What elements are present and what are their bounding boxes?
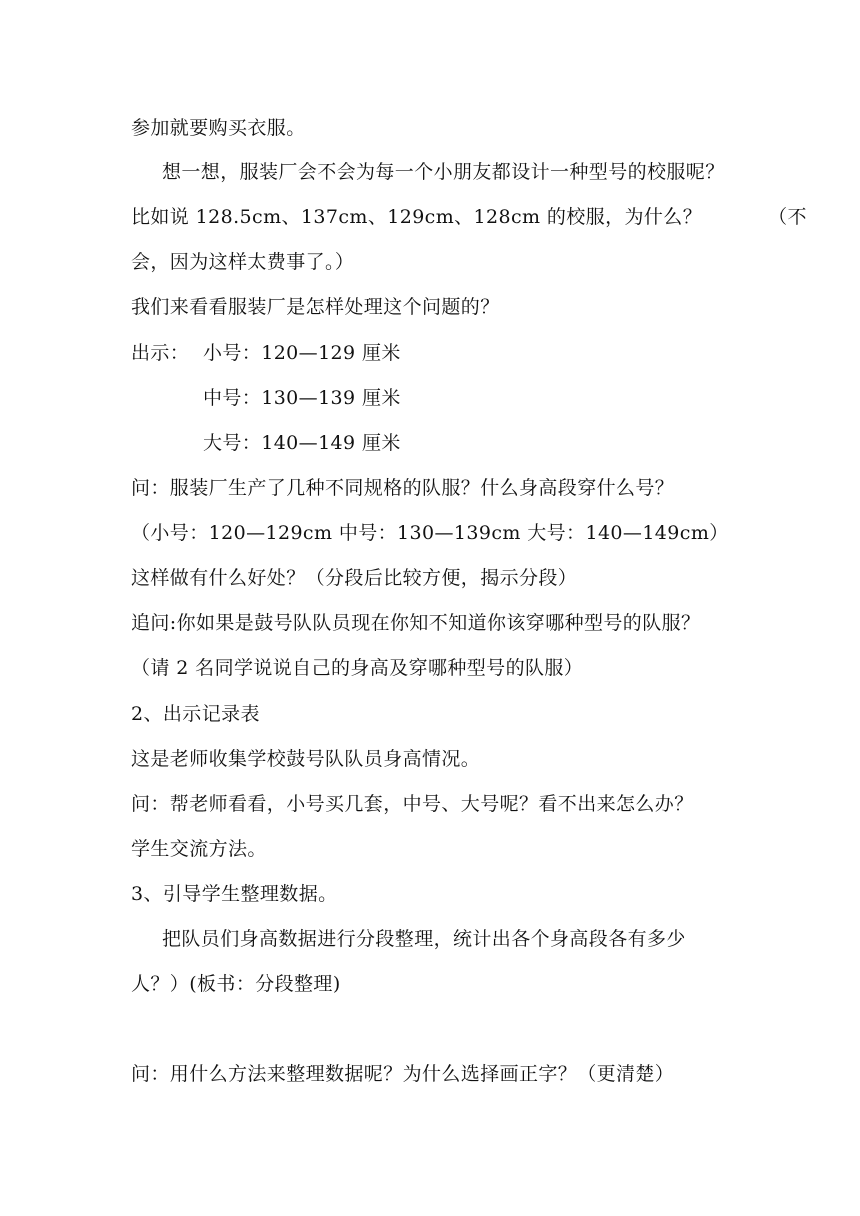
size-small: 小号：120—129 厘米 [203,342,401,364]
paragraph-line: 学生交流方法。 [131,838,267,860]
paragraph-line: 追问:你如果是鼓号队队员现在你知不知道你该穿哪种型号的队服？ [131,612,701,634]
paragraph-line: 会，因为这样太费事了。） [131,251,355,273]
paragraph-line: 想一想，服装厂会不会为每一个小朋友都设计一种型号的校服呢？ [162,161,725,183]
paragraph-line: （请 2 名同学说说自己的身高及穿哪种型号的队服） [131,657,584,679]
paragraph-line: 这样做有什么好处？（分段后比较方便，揭示分段） [131,567,578,589]
paragraph-line: 把队员们身高数据进行分段整理，统计出各个身高段各有多少 [162,928,686,950]
size-large: 大号：140—149 厘米 [203,432,401,454]
paragraph-line: （小号：120—129cm 中号：130—139cm 大号：140—149cm） [131,522,729,544]
paragraph-line: 这是老师收集学校鼓号队队员身高情况。 [131,748,481,770]
paragraph-line: 参加就要购买衣服。 [131,117,306,139]
paragraph-line: 问：服装厂生产了几种不同规格的队服？什么身高段穿什么号？ [131,477,675,499]
paragraph-line: 问：用什么方法来整理数据呢？为什么选择画正字？（更清楚） [131,1063,675,1085]
paragraph-label: 出示： [131,342,190,364]
section-heading: 3、引导学生整理数据。 [131,883,338,905]
line-text: （不 [768,206,807,228]
section-heading: 2、出示记录表 [131,703,260,725]
paragraph-line: 问：帮老师看看，小号买几套，中号、大号呢？看不出来怎么办？ [131,793,694,815]
paragraph-line: 我们来看看服装厂是怎样处理这个问题的？ [131,296,500,318]
paragraph-line: 人？）(板书：分段整理) [131,973,341,995]
paragraph-line [131,205,807,229]
line-text: 比如说 128.5cm、137cm、129cm、128cm 的校服，为什么？ [131,206,703,228]
size-medium: 中号：130—139 厘米 [203,387,401,409]
